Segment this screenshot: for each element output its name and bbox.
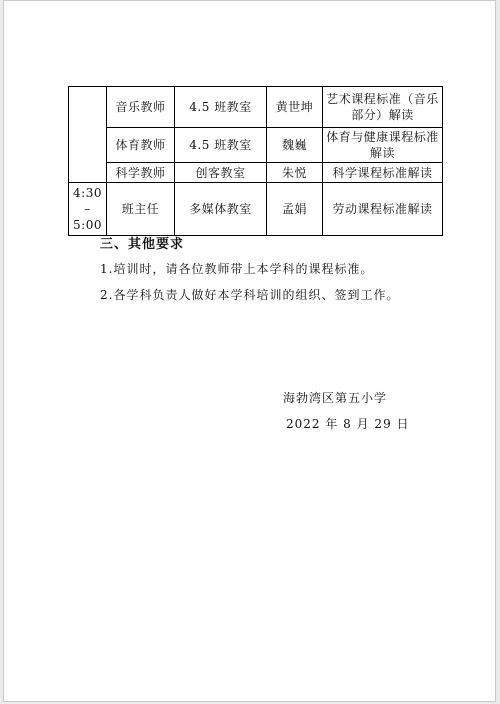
time-start: 4:30: [73, 186, 102, 200]
table-row: [69, 87, 443, 128]
content-cell: 劳动课程标准解读: [323, 183, 443, 236]
requirement-item: 1.培训时，请各位教师带上本学科的课程标准。: [100, 262, 374, 276]
table-row: [69, 128, 443, 163]
location-cell: 多媒体教室: [175, 183, 267, 236]
schedule-table: [68, 86, 443, 236]
table-row: [69, 163, 443, 183]
content-cell: 艺术课程标准（音乐部分）解读: [323, 87, 443, 128]
time-cell: [69, 87, 107, 183]
teacher-cell: 魏巍: [267, 128, 323, 163]
location-cell: 4.5 班教室: [175, 128, 267, 163]
content-cell: 体育与健康课程标准解读: [323, 128, 443, 163]
time-dash: –: [84, 202, 91, 216]
time-end: 5:00: [73, 218, 102, 232]
signature-date: 2022 年 8 月 29 日: [286, 417, 410, 431]
content-cell: 科学课程标准解读: [323, 163, 443, 183]
signature-org: 海勃湾区第五小学: [283, 391, 388, 405]
teacher-cell: 孟娟: [267, 183, 323, 236]
time-cell: [69, 183, 107, 236]
role-cell: 音乐教师: [107, 87, 175, 128]
teacher-cell: 朱悦: [267, 163, 323, 183]
role-cell: 科学教师: [107, 163, 175, 183]
requirement-item: 2.各学科负责人做好本学科培训的组织、签到工作。: [100, 288, 400, 302]
teacher-cell: 黄世坤: [267, 87, 323, 128]
role-cell: 体育教师: [107, 128, 175, 163]
section-heading: 三、其他要求: [100, 237, 185, 252]
location-cell: 4.5 班教室: [175, 87, 267, 128]
table-row: [69, 183, 443, 236]
role-cell: 班主任: [107, 183, 175, 236]
location-cell: 创客教室: [175, 163, 267, 183]
document-page: [3, 0, 496, 702]
